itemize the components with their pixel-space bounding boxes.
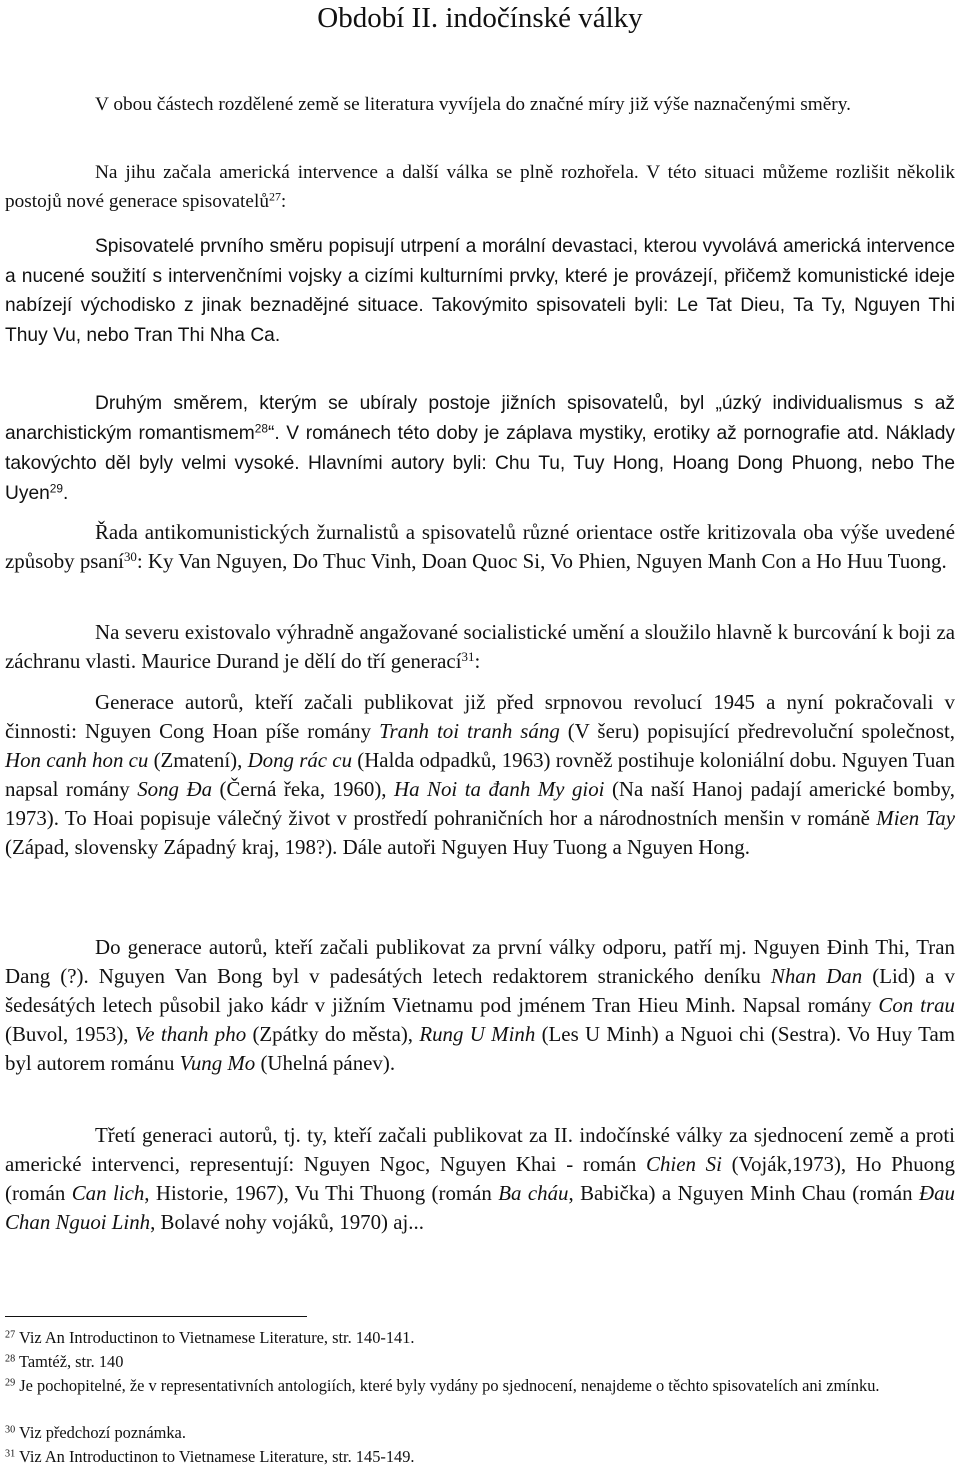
paragraph-second-generation: Do generace autorů, kteří začali publikovat za první války odporu, patří mj. Nguyen Đinh Thi, Tran Dang (?). Nguyen Van Bong byl v padesátých letech redaktorem stranického deníku Nhan Dan (Lid) a v šedesátých letech působil jako kádr v jižním Vietnamu pod jménem Tran Hieu Minh. Napsal romány Con trau (Buvol, 1953), Ve thanh pho (Zpátky do města), Rung U Minh (Les U Minh) a Nguoi chi (Sestra). Vo Huy Tam byl autorem románu Vung Mo (Uhelná pánev). [5,935,955,1075]
footnote-30: $^{30}$ Viz předchozí poznámka. [5,1423,186,1442]
work-title: Ha Noi ta đanh My gioi [394,777,605,801]
paragraph-intro: V obou částech rozdělené země se literatura vyvíjela do značné míry již výše naznačenými směry. [95,94,851,115]
work-title: Hon canh hon cu [5,748,149,772]
work-title: Ba cháu [498,1181,569,1205]
footnote-29: $^{29}$ Je pochopitelné, že v representativních antologiích, které byly vydány po sjednocení, nenajdeme o těchto spisovatelích ani zmínku. [5,1376,880,1395]
footnote-ref-27: 27 [268,189,281,204]
footnote-ref-30: 30 [123,548,137,564]
footnote-ref-29: 29 [49,481,64,496]
work-title: Đau Chan Nguoi Linh [5,1181,955,1234]
work-title: Mien Tay [876,806,955,830]
paragraph-first-direction: Spisovatelé prvního směru popisují utrpení a morální devastaci, kterou vyvolává americká intervence a nucené soužití s intervenčními vojsky a cizími kulturními prvky, které je provázejí, přičemž komunistické ideje nabízejí východisko z jinak beznadějné situace. Takovýmito spisovateli byli: Le Tat Dieu, Ta Ty, Nguyen Thi Thuy Vu, nebo Tran Thi Nha Ca. [5,236,955,346]
work-title: Dong rác cu [247,748,353,772]
work-title: Vung Mo [179,1051,256,1075]
footnote-separator [5,1316,307,1317]
footnote-ref-28: 28 [254,421,268,436]
footnote-28: $^{28}$ Tamtéž, str. 140 [5,1352,124,1371]
work-title: Can lich [71,1181,145,1205]
footnote-ref-31: 31 [461,648,475,664]
work-title: Rung U Minh [419,1022,536,1046]
footnote-27: $^{27}$ Viz An Introductinon to Vietnamese Literature, str. 140-141. [5,1328,415,1347]
footnote-31: $^{31}$ Viz An Introductinon to Vietnamese Literature, str. 145-149. [5,1447,415,1466]
paragraph-south: Na jihu začala americká intervence a další válka se plně rozhořela. V této situaci můžeme rozlišit několik postojů nové generace spisovatelů$^{27}$: [5,162,955,212]
paragraph-first-generation: Generace autorů, kteří začali publikovat již před srpnovou revolucí 1945 a nyní pokračovali v činnosti: Nguyen Cong Hoan píše romány Tranh toi tranh sáng (V šeru) popisující předrevoluční společnost, Hon canh hon cu (Zmatení), Dong rác cu (Halda odpadků, 1963) rovněž postihuje koloniální dobu. Nguyen Tuan napsal romány Song Đa (Černá řeka, 1960), Ha Noi ta đanh My gioi (Na naší Hanoj padají americké bomby, 1973). To Hoai popisuje válečný život v prostředí pohraničních hor a národnostních menšin v románě Mien Tay (Západ, slovensky Západný kraj, 198?). Dále autoři Nguyen Huy Tuong a Nguyen Hong. [5,690,956,859]
work-title: Ve thanh pho [134,1022,247,1046]
paragraph-third-generation: Třetí generaci autorů, tj. ty, kteří začali publikovat za II. indočínské války za sjednocení země a proti americké intervenci, representují: Nguyen Ngoc, Nguyen Khai - román Chien Si (Voják,1973), Ho Phuong (román Can lich, Historie, 1967), Vu Thi Thuong (román Ba cháu, Babička) a Nguyen Minh Chau (román Đau Chan Nguoi Linh, Bolavé nohy vojáků, 1970) aj... [5,1123,955,1234]
work-title: Tranh toi tranh sáng [379,719,560,743]
paragraph-second-direction: Druhým směrem, kterým se ubíraly postoje jižních spisovatelů, byl „úzký individualismus s až anarchistickým romantismem$^{28}$“. V románech této doby je záplava mystiky, erotiky až pornografie atd. Náklady takovýchto děl byly velmi vysoké. Hlavními autory byli: Chu Tu, Tuy Hong, Hoang Dong Phuong, nebo The Uyen$^{29}$. [5,393,955,504]
paragraph-anticommunist: Řada antikomunistických žurnalistů a spisovatelů různé orientace ostře kritizovala oba výše uvedené způsoby psaní$^{30}$: Ky Van Nguyen, Do Thuc Vinh, Doan Quoc Si, Vo Phien, Nguyen Manh Con a Ho Huu Tuong. [5,520,955,573]
page-title: Období II. indočínské války [317,2,643,34]
work-title: Song Đa [137,777,213,801]
work-title: Chien Si [646,1152,722,1176]
work-title: Nhan Dan [770,964,863,988]
paragraph-north: Na severu existovalo výhradně angažované socialistické umění a sloužilo hlavně k burcování k boji za záchranu vlasti. Maurice Durand je dělí do tří generací$^{31}$: [5,620,955,673]
work-title: Con trau [878,993,955,1017]
